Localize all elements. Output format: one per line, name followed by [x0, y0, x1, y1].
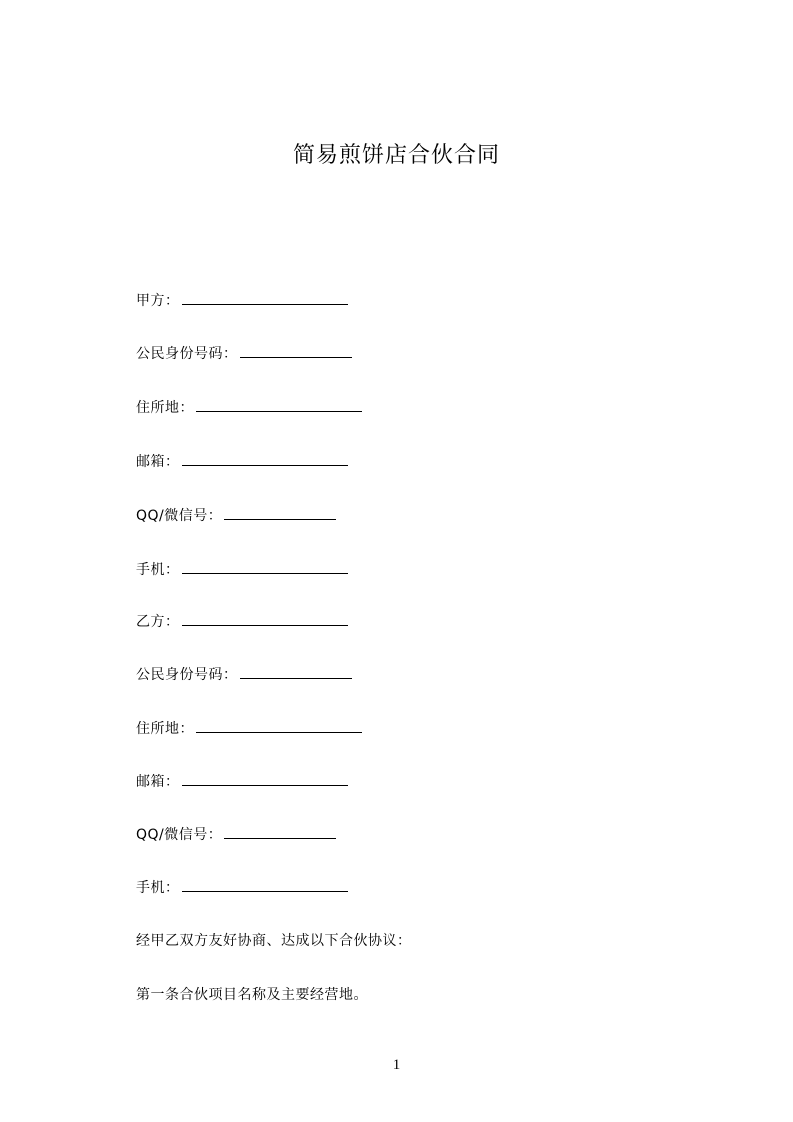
intro-paragraph: 经甲乙双方友好协商、达成以下合伙协议： [136, 933, 412, 949]
party-b-phone-row [136, 877, 348, 898]
document-title: 简易煎饼店合伙合同 [292, 143, 500, 168]
party-b-qq-wechat-blank [224, 824, 336, 839]
party-b-phone-label: 手机： [136, 880, 180, 896]
party-a-qq-wechat-row [136, 505, 336, 526]
party-a-address-row [136, 397, 362, 418]
party-b-address-label: 住所地： [136, 721, 194, 737]
party-b-address-row [136, 718, 362, 739]
article-1-heading: 第一条合伙项目名称及主要经营地。 [136, 987, 368, 1003]
party-b-qq-wechat-row [136, 824, 336, 845]
party-b-email-label: 邮箱： [136, 774, 180, 790]
party-a-phone-row [136, 559, 348, 580]
party-b-name-blank [182, 611, 348, 626]
party-a-id-row [136, 343, 352, 364]
party-a-id-label: 公民身份号码： [136, 346, 238, 362]
party-b-qq-wechat-label: QQ/微信号： [136, 827, 223, 843]
party-b-id-label: 公民身份号码： [136, 667, 238, 683]
page-number: 1 [392, 1057, 401, 1073]
party-a-email-label: 邮箱： [136, 454, 180, 470]
party-b-name-row [136, 611, 348, 632]
party-b-phone-blank [182, 877, 348, 892]
party-a-name-label: 甲方： [136, 293, 180, 309]
party-a-address-label: 住所地： [136, 400, 194, 416]
party-b-id-blank [240, 664, 352, 679]
party-a-id-blank [240, 343, 352, 358]
party-b-email-row [136, 771, 348, 792]
party-a-phone-blank [182, 559, 348, 574]
party-b-name-label: 乙方： [136, 614, 180, 630]
party-a-address-blank [196, 397, 362, 412]
party-b-address-blank [196, 718, 362, 733]
party-a-email-blank [182, 451, 348, 466]
party-a-qq-wechat-label: QQ/微信号： [136, 508, 223, 524]
party-b-email-blank [182, 771, 348, 786]
party-a-phone-label: 手机： [136, 562, 180, 578]
party-b-id-row [136, 664, 352, 685]
party-a-name-row [136, 290, 348, 311]
party-a-qq-wechat-blank [224, 505, 336, 520]
party-a-email-row [136, 451, 348, 472]
party-a-name-blank [182, 290, 348, 305]
